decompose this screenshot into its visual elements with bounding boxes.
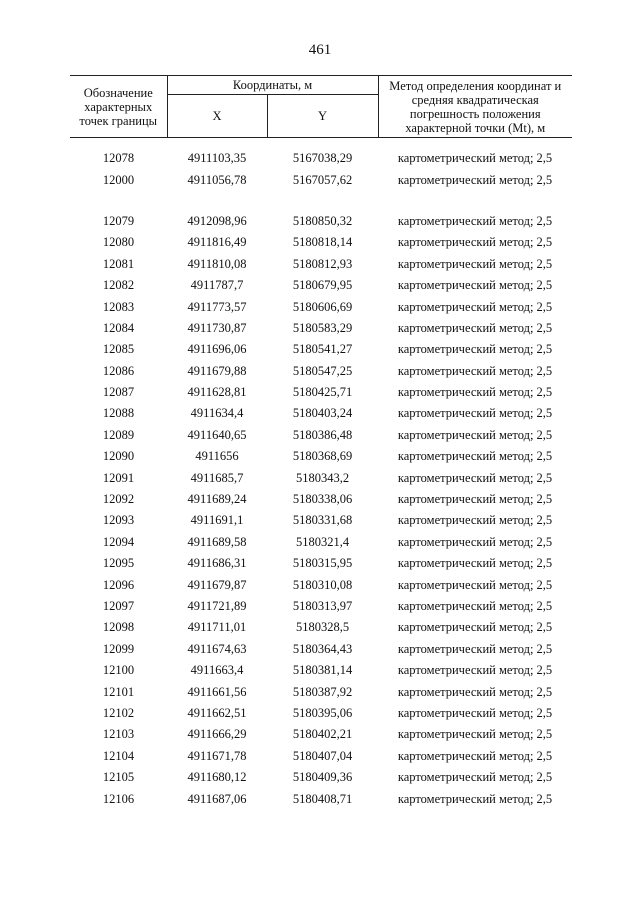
table-row bbox=[70, 510, 572, 531]
method-cell: картометрический метод; 2,5 bbox=[397, 620, 553, 635]
method-cell: картометрический метод; 2,5 bbox=[397, 427, 553, 442]
table-row bbox=[70, 703, 572, 724]
table-row bbox=[70, 553, 572, 574]
method-cell: картометрический метод; 2,5 bbox=[397, 513, 553, 528]
x-cell: 4911730,87 bbox=[187, 320, 247, 335]
header-x: X bbox=[167, 95, 267, 138]
x-cell: 4911687,06 bbox=[187, 791, 247, 806]
method-cell: картометрический метод; 2,5 bbox=[397, 256, 553, 271]
table-row bbox=[70, 296, 572, 317]
point-cell: 12085 bbox=[102, 342, 135, 357]
point-cell: 12099 bbox=[102, 641, 135, 656]
method-cell: картометрический метод; 2,5 bbox=[397, 748, 553, 763]
table-row bbox=[70, 767, 572, 788]
x-cell: 4911663,4 bbox=[190, 663, 244, 678]
y-cell: 5180818,14 bbox=[292, 235, 353, 250]
point-cell: 12087 bbox=[102, 385, 135, 400]
table-row bbox=[70, 746, 572, 767]
table-row bbox=[70, 148, 572, 169]
method-cell: картометрический метод; 2,5 bbox=[397, 599, 553, 613]
table-row bbox=[70, 788, 572, 809]
method-cell: картометрический метод; 2,5 bbox=[397, 449, 553, 464]
y-cell: 5180368,69 bbox=[292, 449, 353, 464]
spacer-row bbox=[70, 138, 572, 149]
x-cell: 4911816,49 bbox=[187, 235, 247, 250]
x-cell: 4911634,4 bbox=[190, 406, 244, 421]
y-cell: 5180381,14 bbox=[292, 663, 353, 678]
point-cell: 12091 bbox=[102, 470, 135, 485]
table-row bbox=[70, 232, 572, 253]
point-cell: 12102 bbox=[102, 705, 135, 720]
y-cell: 5180541,27 bbox=[292, 342, 353, 357]
x-cell: 4911773,57 bbox=[187, 299, 247, 314]
y-cell: 5180315,95 bbox=[292, 556, 353, 571]
coordinates-table bbox=[70, 75, 572, 810]
y-cell: 5180409,36 bbox=[292, 770, 353, 785]
point-cell: 12098 bbox=[102, 620, 135, 635]
table-row bbox=[70, 403, 572, 424]
table-row bbox=[70, 275, 572, 296]
y-cell: 5180387,92 bbox=[292, 684, 353, 699]
point-cell: 12090 bbox=[102, 449, 135, 464]
point-cell: 12081 bbox=[102, 256, 135, 271]
point-cell: 12084 bbox=[102, 320, 135, 335]
table-row bbox=[70, 724, 572, 745]
point-cell: 12095 bbox=[102, 556, 135, 571]
method-cell: картометрический метод; 2,5 bbox=[397, 320, 553, 335]
table-row bbox=[70, 467, 572, 488]
method-cell: картометрический метод; 2,5 bbox=[397, 299, 553, 314]
method-cell: картометрический метод; 2,5 bbox=[397, 342, 553, 357]
y-cell: 5180338,06 bbox=[292, 492, 353, 507]
x-cell: 4911671,78 bbox=[187, 748, 247, 763]
method-cell: картометрический метод; 2,5 bbox=[397, 770, 553, 785]
y-cell: 5180425,71 bbox=[292, 385, 353, 400]
method-cell: картометрический метод; 2,5 bbox=[397, 406, 553, 421]
point-cell: 12082 bbox=[102, 278, 135, 293]
y-cell: 5180547,25 bbox=[292, 363, 353, 378]
x-cell: 4911680,12 bbox=[187, 770, 247, 785]
x-cell: 4911679,88 bbox=[187, 363, 247, 378]
table-row bbox=[70, 169, 572, 190]
y-cell: 5180402,21 bbox=[292, 727, 353, 742]
y-cell: 5180321,4 bbox=[295, 534, 350, 549]
x-cell: 4911661,56 bbox=[187, 684, 247, 699]
point-cell: 12089 bbox=[102, 427, 135, 442]
x-cell: 4911666,29 bbox=[187, 727, 247, 742]
table-row bbox=[70, 489, 572, 510]
x-cell: 4911674,63 bbox=[187, 641, 247, 656]
y-cell: 5180386,48 bbox=[292, 427, 353, 442]
point-cell: 12093 bbox=[102, 513, 135, 528]
x-cell: 4911810,08 bbox=[187, 256, 247, 271]
table-row bbox=[70, 339, 572, 360]
method-cell: картометрический метод; 2,5 bbox=[397, 470, 553, 485]
x-cell: 4911056,78 bbox=[187, 172, 247, 187]
x-cell: 4911103,35 bbox=[187, 151, 247, 166]
point-cell: 12000 bbox=[102, 172, 135, 187]
header-coordinates: Координаты, м bbox=[167, 76, 378, 95]
x-cell: 4911686,31 bbox=[187, 556, 247, 571]
y-cell: 5167038,29 bbox=[292, 151, 353, 166]
point-cell: 12104 bbox=[102, 748, 135, 763]
table-row bbox=[70, 446, 572, 467]
y-cell: 5180679,95 bbox=[292, 278, 353, 293]
point-cell: 12106 bbox=[102, 791, 135, 806]
y-cell: 5180331,68 bbox=[292, 513, 353, 528]
point-cell: 12086 bbox=[102, 363, 135, 378]
table-header bbox=[70, 76, 572, 138]
table-row bbox=[70, 425, 572, 446]
y-cell: 5180395,06 bbox=[292, 705, 353, 720]
point-cell: 12103 bbox=[102, 727, 135, 742]
x-cell: 4911689,58 bbox=[187, 534, 247, 549]
y-cell: 5180313,97 bbox=[292, 599, 353, 613]
point-cell: 12097 bbox=[102, 599, 135, 613]
point-cell: 12096 bbox=[102, 577, 135, 592]
table-row bbox=[70, 639, 572, 660]
method-cell: картометрический метод; 2,5 bbox=[397, 235, 553, 250]
y-cell: 5180812,93 bbox=[292, 256, 353, 271]
table-row bbox=[70, 681, 572, 702]
page-number: 461 bbox=[308, 42, 332, 58]
method-cell: картометрический метод; 2,5 bbox=[397, 213, 553, 228]
y-cell: 5180408,71 bbox=[292, 791, 353, 806]
y-cell: 5180364,43 bbox=[292, 641, 353, 656]
x-cell: 4911640,65 bbox=[187, 427, 247, 442]
method-cell: картометрический метод; 2,5 bbox=[397, 556, 553, 571]
x-cell: 4912098,96 bbox=[187, 213, 247, 228]
method-cell: картометрический метод; 2,5 bbox=[397, 385, 553, 400]
x-cell: 4911689,24 bbox=[187, 492, 247, 507]
y-cell: 5180343,2 bbox=[295, 470, 350, 485]
point-cell: 12079 bbox=[102, 213, 135, 228]
method-cell: картометрический метод; 2,5 bbox=[397, 492, 553, 507]
y-cell: 5180403,24 bbox=[292, 406, 353, 421]
x-cell: 4911721,89 bbox=[187, 599, 247, 613]
y-cell: 5167057,62 bbox=[292, 172, 353, 187]
point-cell: 12078 bbox=[102, 151, 135, 166]
x-cell: 4911662,51 bbox=[187, 705, 247, 720]
x-cell: 4911691,1 bbox=[190, 513, 244, 528]
method-cell: картометрический метод; 2,5 bbox=[397, 172, 553, 187]
method-cell: картометрический метод; 2,5 bbox=[397, 684, 553, 699]
point-cell: 12092 bbox=[102, 492, 135, 507]
y-cell: 5180583,29 bbox=[292, 320, 353, 335]
table-row bbox=[70, 211, 572, 232]
x-cell: 4911711,01 bbox=[187, 620, 247, 635]
point-cell: 12088 bbox=[102, 406, 135, 421]
method-cell: картометрический метод; 2,5 bbox=[397, 641, 553, 656]
method-cell: картометрический метод; 2,5 bbox=[397, 705, 553, 720]
x-cell: 4911787,7 bbox=[190, 278, 244, 293]
point-cell: 12094 bbox=[102, 534, 135, 549]
y-cell: 5180310,08 bbox=[292, 577, 353, 592]
table-row bbox=[70, 532, 572, 553]
table-row bbox=[70, 382, 572, 403]
y-cell: 5180407,04 bbox=[292, 748, 353, 763]
method-cell: картометрический метод; 2,5 bbox=[397, 791, 553, 806]
table-row bbox=[70, 361, 572, 382]
table-row bbox=[70, 660, 572, 681]
table-row bbox=[70, 574, 572, 595]
table-row bbox=[70, 596, 572, 617]
header-point: Обозначение характерных точек границы bbox=[70, 76, 167, 138]
table-row bbox=[70, 318, 572, 339]
x-cell: 4911696,06 bbox=[187, 342, 247, 357]
point-cell: 12101 bbox=[102, 684, 135, 699]
method-cell: картометрический метод; 2,5 bbox=[397, 577, 553, 592]
y-cell: 5180328,5 bbox=[295, 620, 350, 635]
x-cell: 4911656 bbox=[195, 449, 239, 464]
method-cell: картометрический метод; 2,5 bbox=[397, 534, 553, 549]
table-row bbox=[70, 617, 572, 638]
point-cell: 12080 bbox=[102, 235, 135, 250]
spacer-row bbox=[70, 191, 572, 211]
y-cell: 5180606,69 bbox=[292, 299, 353, 314]
method-cell: картометрический метод; 2,5 bbox=[397, 663, 553, 678]
table-body bbox=[70, 138, 572, 810]
method-cell: картометрический метод; 2,5 bbox=[397, 363, 553, 378]
point-cell: 12105 bbox=[102, 770, 135, 785]
x-cell: 4911679,87 bbox=[187, 577, 247, 592]
method-cell: картометрический метод; 2,5 bbox=[397, 151, 553, 166]
point-cell: 12083 bbox=[102, 299, 135, 314]
point-cell: 12100 bbox=[102, 663, 135, 678]
x-cell: 4911628,81 bbox=[187, 385, 247, 400]
method-cell: картометрический метод; 2,5 bbox=[397, 727, 553, 742]
x-cell: 4911685,7 bbox=[190, 470, 244, 485]
table-row bbox=[70, 254, 572, 275]
header-method: Метод определения координат и средняя квадратическая погрешность положения характерной точки (Mt), м bbox=[378, 76, 572, 138]
y-cell: 5180850,32 bbox=[292, 213, 353, 228]
method-cell: картометрический метод; 2,5 bbox=[397, 278, 553, 293]
header-y: Y bbox=[267, 95, 378, 138]
